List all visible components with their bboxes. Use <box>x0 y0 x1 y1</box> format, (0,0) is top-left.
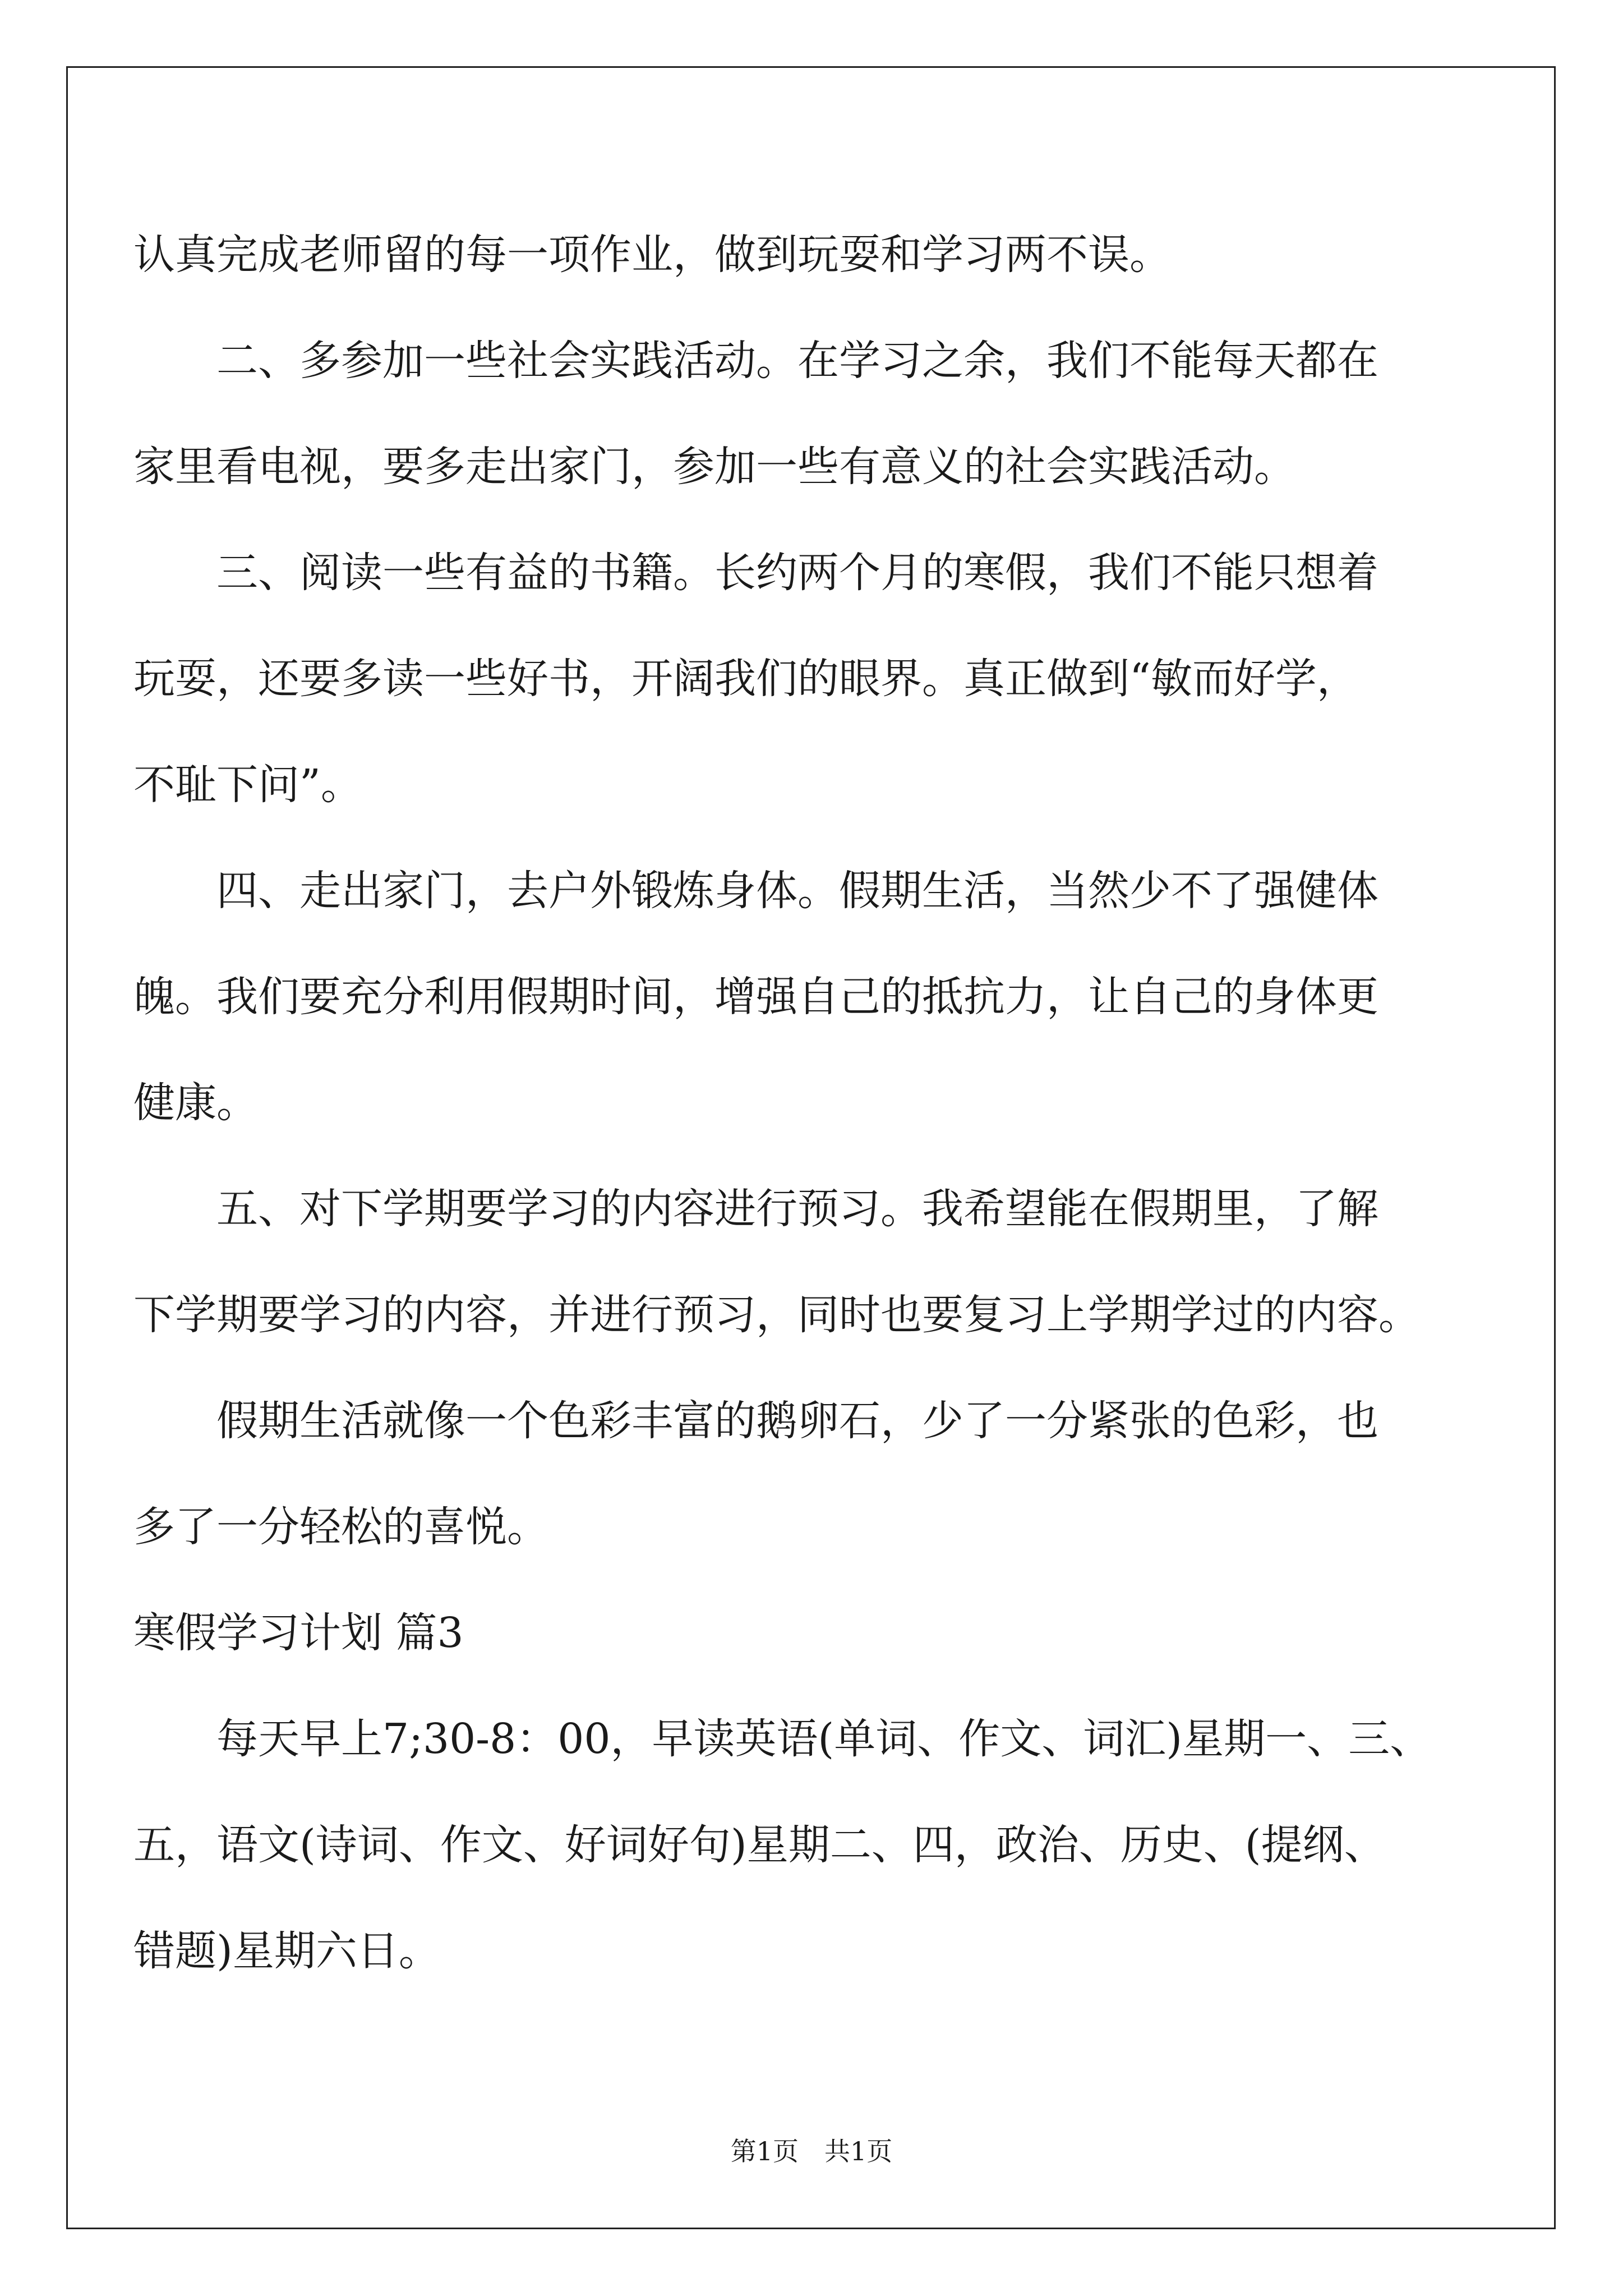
text-line: 每天早上7;30-8：00，早读英语(单词、作文、词汇)星期一、三、 <box>216 1715 1432 1763</box>
text-line: 健康。 <box>133 1079 258 1127</box>
text-line: 五、对下学期要学习的内容进行预习。我希望能在假期里，了解 <box>216 1185 1378 1233</box>
text-line: 二、多参加一些社会实践活动。在学习之余，我们不能每天都在 <box>216 337 1378 385</box>
text-line: 错题)星期六日。 <box>133 1927 440 1975</box>
text-line: 家里看电视，要多走出家门，参加一些有意义的社会实践活动。 <box>133 443 1295 491</box>
text-line: 魄。我们要充分利用假期时间，增强自己的抵抗力，让自己的身体更 <box>133 973 1378 1021</box>
text-line: 五，语文(诗词、作文、好词好句)星期二、四，政治、历史、(提纲、 <box>133 1821 1386 1869</box>
text-line: 下学期要学习的内容，并进行预习，同时也要复习上学期学过的内容。 <box>133 1291 1420 1339</box>
document-body <box>133 202 1490 2004</box>
page-footer: 第1页 共1页 <box>730 2136 893 2166</box>
section-heading: 寒假学习计划 篇3 <box>133 1609 464 1657</box>
text-line: 不耻下问”。 <box>133 761 362 809</box>
text-line: 四、走出家门，去户外锻炼身体。假期生活，当然少不了强健体 <box>216 867 1378 915</box>
text-line: 玩耍，还要多读一些好书，开阔我们的眼界。真正做到“敏而好学， <box>133 655 1358 703</box>
text-line: 认真完成老师留的每一项作业，做到玩耍和学习两不误。 <box>133 231 1171 279</box>
text-line: 假期生活就像一个色彩丰富的鹅卵石，少了一分紧张的色彩，也 <box>216 1397 1378 1445</box>
text-line: 多了一分轻松的喜悦。 <box>133 1503 548 1551</box>
text-line: 三、阅读一些有益的书籍。长约两个月的寒假，我们不能只想着 <box>216 549 1378 597</box>
